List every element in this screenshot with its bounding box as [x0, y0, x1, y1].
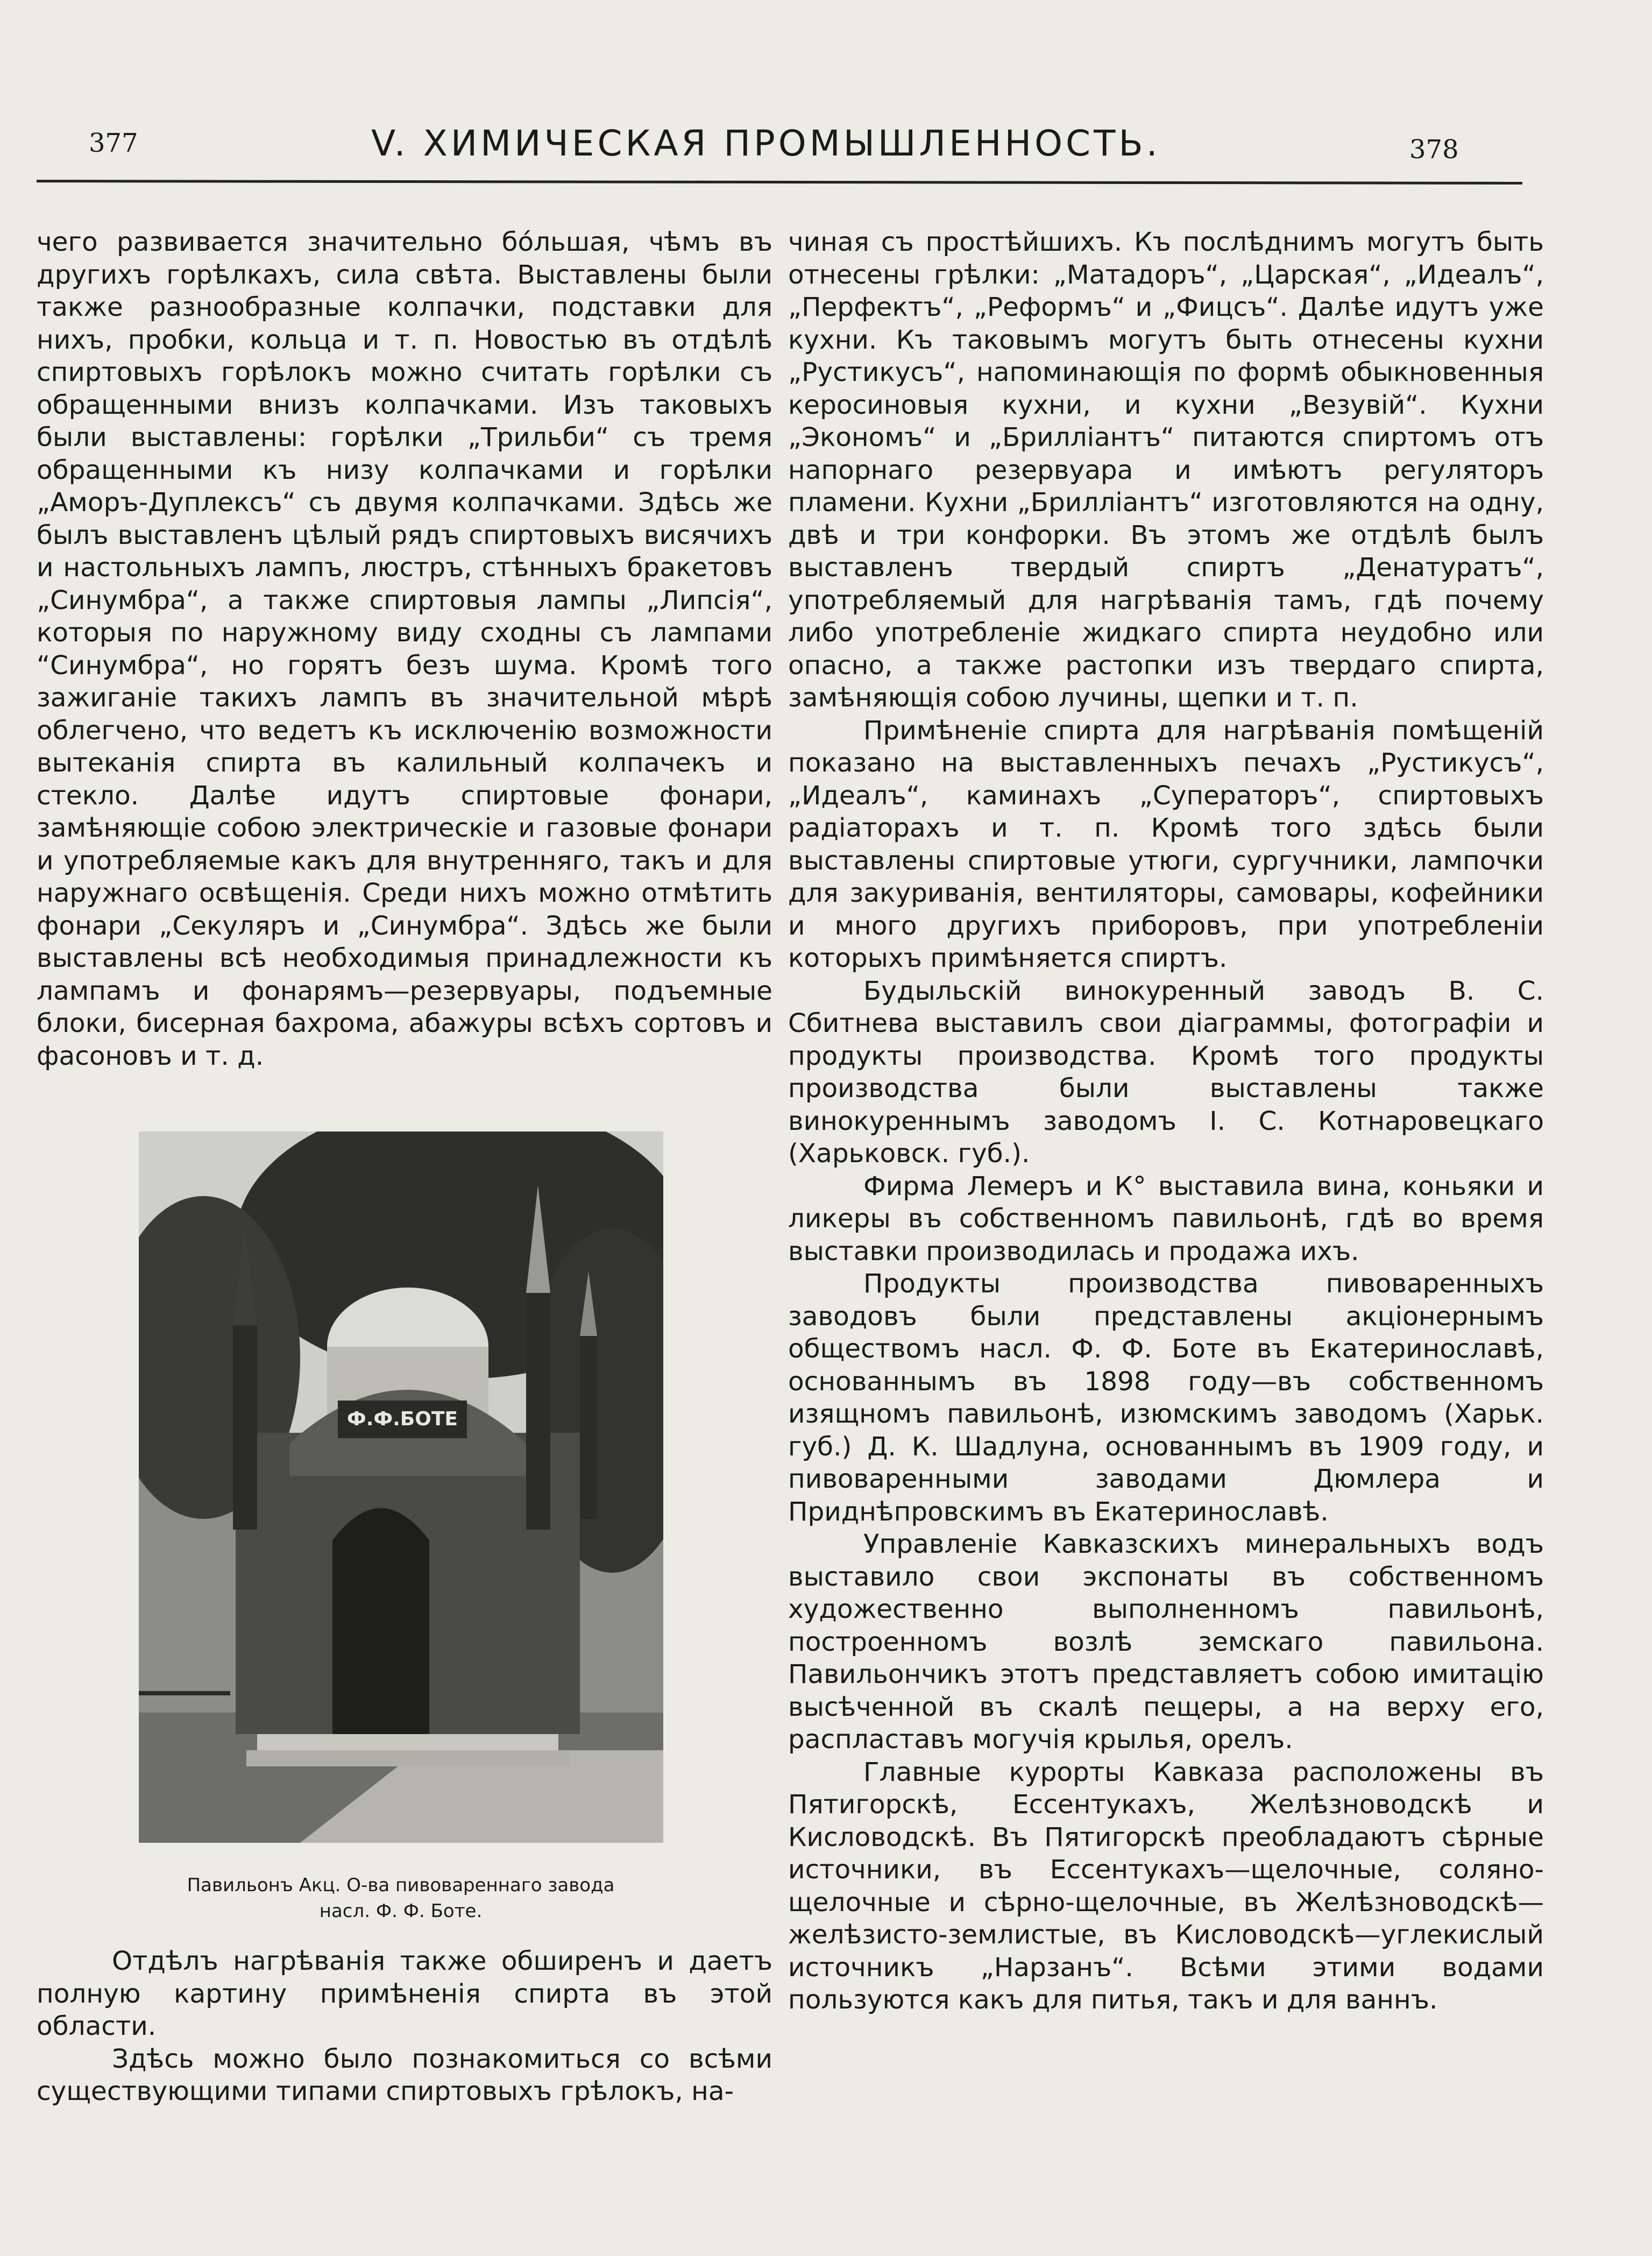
left-column — [37, 226, 772, 1072]
left-paragraph-2: Отдѣлъ нагрѣванія также обширенъ и даетъ полную картину примѣненія спирта въ этой области. — [37, 1946, 772, 2041]
right-column — [788, 226, 1544, 2017]
page-header — [0, 117, 1652, 187]
pavilion-illustration — [139, 1131, 663, 1843]
left-column-bottom — [37, 1945, 772, 2108]
running-title: V. ХИМИЧЕСКАЯ ПРОМЫШЛЕННОСТЬ. — [371, 123, 1161, 164]
right-paragraph-7: Главные курорты Кавказа расположены въ Пятигорскѣ, Ессентукахъ, Желѣзноводскѣ и Кисловодскѣ. Въ Пятигорскѣ преобладаютъ сѣрные источники, въ Ессентукахъ—щелочные, соляно-щелочные и сѣрно-щелочные, въ Желѣзноводскѣ—желѣзисто-землистые, въ Кисловодскѣ—углекислый источникъ „Нарзанъ“. Всѣми этими водами пользуются какъ для питья, такъ и для ваннъ. — [788, 1757, 1544, 2015]
page-number-right: 378 — [1409, 135, 1459, 165]
photo-caption-line-1: Павильонъ Акц. О-ва пивовареннаго завода — [187, 1875, 615, 1896]
right-paragraph-4: Фирма Лемеръ и К° выставила вина, коньяки и ликеры въ собственномъ павильонѣ, гдѣ во время выставки производилась и продажа ихъ. — [788, 1171, 1544, 1267]
right-paragraph-5: Продукты производства пивоваренныхъ заводовъ были представлены акціонернымъ обществомъ насл. Ф. Ф. Боте въ Екатеринославѣ, основаннымъ въ 1898 году—въ собственномъ изящномъ павильонѣ, изюмскимъ заводомъ (Харьк. губ.) Д. К. Шадлуна, основаннымъ въ 1909 году, и пивоваренными заводами Дюмлера и Приднѣпровскимъ въ Екатеринославѣ. — [788, 1269, 1544, 1527]
right-paragraph-1: чиная съ простѣйшихъ. Къ послѣднимъ могутъ быть отнесены грѣлки: „Матадоръ“, „Царская“, „Идеалъ“, „Перфектъ“, „Реформъ“ и „Фицсъ“. Далѣе идутъ уже кухни. Къ таковымъ могутъ быть отнесены кухни „Рустикусъ“, напоминающія по формѣ обыкновенныя керосиновыя кухни, и кухни „Везувій“. Кухни „Экономъ“ и „Брилліантъ“ питаются спиртомъ отъ напорнаго резервуара и имѣютъ регуляторъ пламени. Кухни „Брилліантъ“ изготовляются на одну, двѣ и три конфорки. Въ этомъ же отдѣлѣ былъ выставленъ твердый спиртъ „Денатуратъ“, употребляемый для нагрѣванія тамъ, гдѣ почему либо употребленіе жидкаго спирта неудобно или опасно, а также растопки изъ твердаго спирта, замѣняющія собою лучины, щепки и т. п. — [788, 227, 1544, 713]
photo-caption — [108, 1872, 694, 1924]
right-paragraph-2: Примѣненіе спирта для нагрѣванія помѣщеній показано на выставленныхъ печахъ „Рустикусъ“, „Идеалъ“, каминахъ „Суператоръ“, спиртовыхъ радіаторахъ и т. п. Кромѣ того здѣсь были выставлены спиртовые утюги, сургучники, лампочки для закуриванія, вентиляторы, самовары, кофейники и много другихъ приборовъ, при употребленіи которыхъ примѣняется спиртъ. — [788, 715, 1544, 973]
page-number-left: 377 — [89, 128, 138, 158]
right-paragraph-6: Управленіе Кавказскихъ минеральныхъ водъ выставило свои экспонаты въ собственномъ художественно выполненномъ павильонѣ, построенномъ возлѣ земскаго павильона. Павильончикъ этотъ представляетъ собою имитацію высѣченной въ скалѣ пещеры, а на верху его, распластавъ могучія крылья, орелъ. — [788, 1529, 1544, 1755]
photo-caption-line-2: насл. Ф. Ф. Боте. — [319, 1900, 483, 1922]
left-paragraph-1: чего развивается значительно бо́льшая, чѣмъ въ другихъ горѣлкахъ, сила свѣта. Выставлены были также разнообразные колпачки, подставки для нихъ, пробки, кольца и т. п. Новостью въ отдѣлѣ спиртовыхъ горѣлокъ можно считать горѣлки съ обращенными внизъ колпачками. Изъ таковыхъ были выставлены: горѣлки „Трильби“ съ тремя обращенными къ низу колпачками и горѣлки „Аморъ-Дуплексъ“ съ двумя колпачками. Здѣсь же былъ выставленъ цѣлый рядъ спиртовыхъ висячихъ и настольныхъ лампъ, люстръ, стѣнныхъ бракетовъ „Синумбра“, а также спиртовыя лампы „Липсія“, которыя по наружному виду сходны съ лампами “Синумбра“, но горятъ безъ шума. Кромѣ того зажиганіе такихъ лампъ въ значительной мѣрѣ облегчено, что ведетъ къ исключенію возможности вытеканія спирта въ калильный колпачекъ и стекло. Далѣе идутъ спиртовые фонари, замѣняющіе собою электрическіе и газовые фонари и употребляемые какъ для внутренняго, такъ и для наружнаго освѣщенія. Среди нихъ можно отмѣтить фонари „Секуляръ и „Синумбра“. Здѣсь же были выставлены всѣ необходимыя принадлежности къ лампамъ и фонарямъ—резервуары, подъемные блоки, бисерная бахрома, абажуры всѣхъ сортовъ и фасоновъ и т. д. — [37, 227, 772, 1071]
right-paragraph-3: Будыльскій винокуренный заводъ В. С. Сбитнева выставилъ свои діаграммы, фотографіи и продукты производства. Кромѣ того продукты производства были выставлены также винокуреннымъ заводомъ І. С. Котнаровецкаго (Харьковск. губ.). — [788, 975, 1544, 1169]
pavilion-photo — [139, 1131, 663, 1843]
pavilion-sign: Ф.Ф.БОТЕ — [347, 1408, 458, 1430]
left-paragraph-3: Здѣсь можно было познакомиться со всѣми существующими типами спиртовыхъ грѣлокъ, на- — [37, 2043, 772, 2106]
